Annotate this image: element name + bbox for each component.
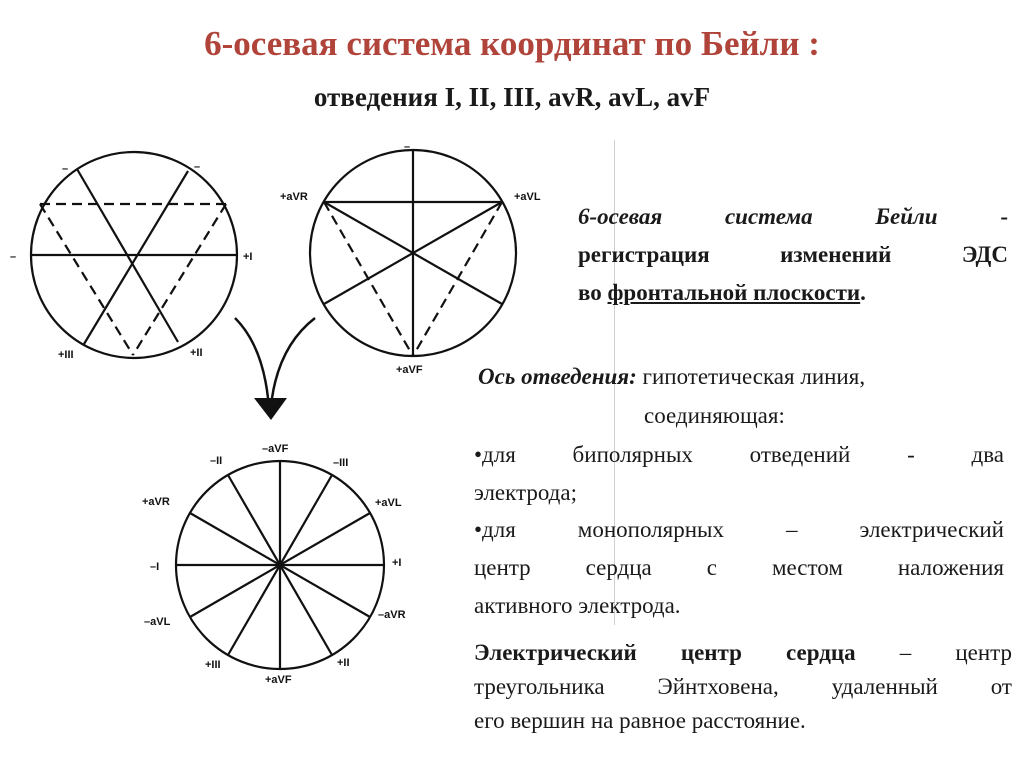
label-plus-avl: +aVL xyxy=(375,497,402,509)
label-bottom-right: +II xyxy=(190,347,203,359)
label-plus-ii: +II xyxy=(337,657,350,669)
label-plus-avr: +aVR xyxy=(142,496,170,508)
axis-definition-line-1 xyxy=(478,358,1008,396)
bullet-monopolar-line-3: активного электрода. xyxy=(474,593,681,618)
label-top-left: – xyxy=(62,163,69,175)
label-right: +I xyxy=(243,251,253,263)
center-term: Электрический центр сердца xyxy=(474,640,856,665)
definition-dash: - xyxy=(1000,204,1008,229)
center-definition-line-1 xyxy=(474,634,1012,672)
label-plus-avf: +aVF xyxy=(265,674,292,686)
label-minus-avf: –aVF xyxy=(262,443,289,455)
center-definition-line-3: его вершин на равное расстояние. xyxy=(474,708,806,733)
augmented-leads-diagram xyxy=(310,150,516,356)
augmented-leads-labels xyxy=(280,141,541,376)
center-rest: – центр xyxy=(855,640,1012,665)
bullet-monopolar-line-2: центр сердца с местом наложения xyxy=(474,555,1004,580)
label-top-right: – xyxy=(194,161,201,173)
definition-line-1 xyxy=(578,198,1008,236)
definition-line-3 xyxy=(578,274,1008,312)
definition-term: 6-осевая система Бейли xyxy=(578,204,938,229)
label-plus-avf: +aVF xyxy=(396,364,423,376)
label-minus-ii: –II xyxy=(210,455,223,467)
center-definition-line-2: треугольника Эйнтховена, удаленный от xyxy=(474,674,1012,699)
definition-suffix: . xyxy=(860,280,866,305)
slide-subtitle: отведения I, II, III, avR, avL, avF xyxy=(313,82,711,112)
bullet-monopolar-line-1: •для монополярных – электрический xyxy=(474,517,1004,542)
combine-arrow-icon xyxy=(235,318,315,420)
frontal-plane-term: фронтальной плоскости xyxy=(607,280,861,305)
label-top: – xyxy=(404,141,411,153)
definition-prefix: во xyxy=(578,280,608,305)
label-minus-i: –I xyxy=(150,561,160,573)
bullet-bipolar-line-1: •для биполярных отведений - два xyxy=(474,442,1004,467)
label-plus-avl: +aVL xyxy=(514,191,541,203)
axis-term: Ось отведения: xyxy=(478,364,637,389)
label-plus-iii: +III xyxy=(205,659,221,671)
label-bottom-left: +III xyxy=(58,349,74,361)
label-left: – xyxy=(10,251,17,263)
axis-definition-line-2: соединяющая: xyxy=(644,403,785,428)
label-minus-avr: –aVR xyxy=(378,609,406,621)
label-plus-i: +I xyxy=(392,557,402,569)
six-axis-diagram xyxy=(176,461,384,669)
axis-rest: гипотетическая линия, xyxy=(636,364,866,389)
label-plus-avr: +aVR xyxy=(280,191,308,203)
label-minus-iii: –III xyxy=(333,457,349,469)
einthoven-triangle-diagram xyxy=(31,152,237,358)
definition-line-2: регистрация изменений ЭДС xyxy=(578,242,1008,267)
slide-title: 6-осевая система координат по Бейли : xyxy=(204,24,820,63)
label-minus-avl: –aVL xyxy=(144,616,171,628)
bullet-bipolar-line-2: электрода; xyxy=(474,480,577,505)
